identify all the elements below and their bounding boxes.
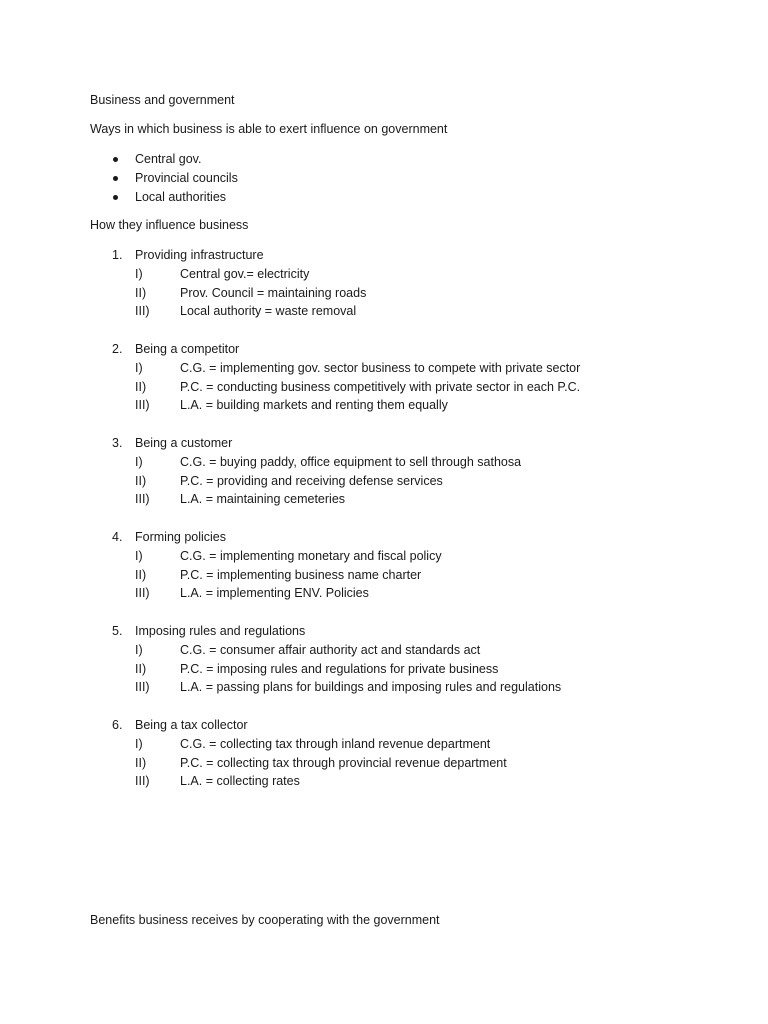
sub-item-numeral: III) (135, 492, 150, 507)
sub-item-text: P.C. = collecting tax through provincial revenue department (180, 755, 507, 770)
bullet-item (90, 150, 238, 169)
document-title: Business and government (90, 93, 235, 107)
sub-item-text: C.G. = collecting tax through inland revenue department (180, 736, 491, 751)
bullet-dot-icon (113, 157, 118, 162)
item-number: 5. (112, 623, 123, 638)
sub-item-text: Prov. Council = maintaining roads (180, 285, 367, 300)
footer-heading: Benefits business receives by cooperating with the government (90, 913, 440, 927)
sub-item-text: C.G. = consumer affair authority act and standards act (180, 642, 481, 657)
sub-item-text: P.C. = imposing rules and regulations for private business (180, 661, 499, 676)
intro-paragraph: Ways in which business is able to exert influence on government (90, 122, 448, 136)
bullet-dot-icon (113, 176, 118, 181)
subheading: How they influence business (90, 218, 249, 232)
sub-item-numeral: III) (135, 774, 150, 789)
sub-item-text: Local authority = waste removal (180, 304, 357, 319)
sub-item-numeral: II) (135, 755, 147, 770)
sub-item-text: L.A. = implementing ENV. Policies (180, 586, 369, 601)
sub-item-numeral: III) (135, 398, 150, 413)
sub-item-numeral: III) (135, 304, 150, 319)
item-heading: Imposing rules and regulations (135, 623, 306, 638)
sub-item-numeral: III) (135, 586, 150, 601)
sub-item-numeral: I) (135, 454, 143, 469)
sub-item-text: C.G. = implementing monetary and fiscal policy (180, 548, 442, 563)
bullet-item (90, 169, 238, 188)
item-number: 6. (112, 717, 123, 732)
item-heading: Being a tax collector (135, 717, 248, 732)
item-number: 1. (112, 248, 123, 262)
sub-item-numeral: I) (135, 642, 143, 657)
bullet-text: Provincial councils (135, 170, 238, 185)
sub-item-numeral: III) (135, 680, 150, 695)
sub-item-text: L.A. = passing plans for buildings and imposing rules and regulations (180, 680, 562, 695)
sub-item-text: C.G. = implementing gov. sector business to compete with private sector (180, 360, 581, 375)
sub-item-text: P.C. = conducting business competitively with private sector in each P.C. (180, 379, 581, 394)
item-heading: Providing infrastructure (135, 248, 264, 262)
sub-item-numeral: II) (135, 285, 147, 300)
sub-item-text: L.A. = maintaining cemeteries (180, 492, 346, 507)
sub-item-text: Central gov.= electricity (180, 266, 310, 281)
item-heading: Being a competitor (135, 341, 240, 356)
sub-item-text: L.A. = building markets and renting them equally (180, 398, 448, 413)
bullet-text: Central gov. (135, 152, 202, 166)
sub-item-text: C.G. = buying paddy, office equipment to sell through sathosa (180, 454, 522, 469)
item-number: 2. (112, 341, 123, 356)
sub-item-numeral: I) (135, 736, 143, 751)
sub-item-numeral: I) (135, 266, 143, 281)
item-heading: Forming policies (135, 529, 227, 544)
sub-item-text: P.C. = implementing business name charter (180, 567, 422, 582)
item-number: 4. (112, 529, 123, 544)
sub-item-numeral: II) (135, 661, 147, 676)
sub-item-numeral: I) (135, 548, 143, 563)
sub-item-numeral: I) (135, 360, 143, 375)
bullet-dot-icon (113, 195, 118, 200)
sub-item-text: P.C. = providing and receiving defense services (180, 473, 443, 488)
item-heading: Being a customer (135, 435, 233, 450)
bullet-text: Local authorities (135, 189, 227, 204)
item-number: 3. (112, 435, 123, 450)
sub-item-numeral: II) (135, 473, 147, 488)
bullet-item (90, 188, 238, 207)
sub-item-numeral: II) (135, 567, 147, 582)
bullet-list (90, 150, 238, 206)
sub-item-numeral: II) (135, 379, 147, 394)
sub-item-text: L.A. = collecting rates (180, 774, 300, 789)
